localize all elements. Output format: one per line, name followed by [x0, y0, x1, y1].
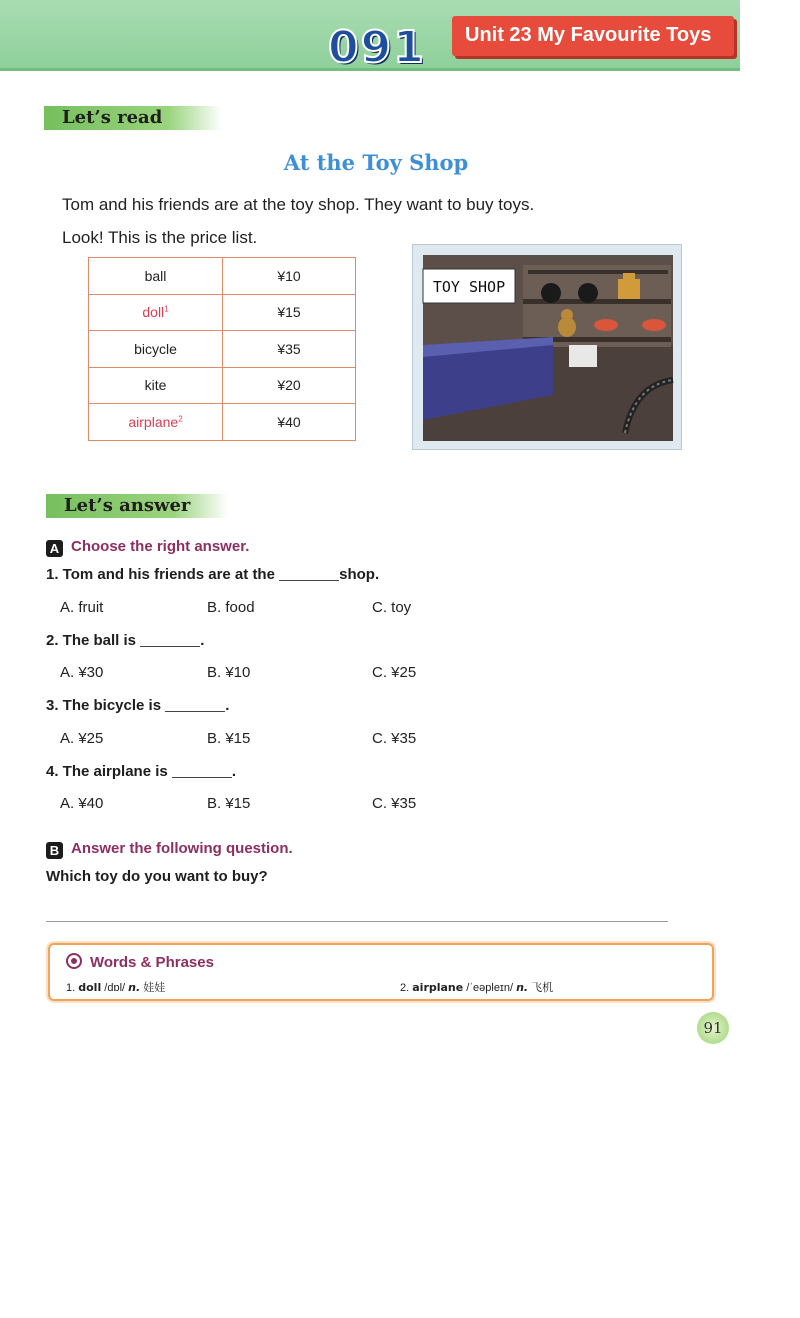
price-cell: ¥40: [223, 404, 356, 441]
unit-title-banner: [452, 16, 734, 56]
price-cell: ¥20: [223, 367, 356, 404]
option-b[interactable]: B. ¥10: [207, 664, 251, 681]
question-2: 2. The ball is .: [46, 632, 205, 649]
question-3: 3. The bicycle is .: [46, 697, 230, 714]
option-a[interactable]: A. ¥40: [60, 795, 104, 812]
option-c[interactable]: C. ¥35: [372, 795, 417, 812]
price-cell: ¥10: [223, 258, 356, 295]
vocab-entry-airplane: 2. airplane /ˈeəpleɪn/ n. 飞机: [400, 981, 554, 994]
lets-read-tag: [44, 106, 222, 130]
item-cell: airplane$^2$: [89, 404, 223, 441]
answer-blank[interactable]: [172, 765, 232, 778]
item-cell: bicycle: [89, 331, 223, 368]
unit-title: Unit 23 My Favourite Toys: [465, 24, 712, 46]
table-row: [89, 331, 356, 368]
shop-sign: TOY SHOP: [432, 278, 506, 296]
question-4: 4. The airplane is .: [46, 763, 237, 780]
words-phrases-title: Words & Phrases: [66, 953, 214, 971]
words-phrases-box: [48, 943, 714, 1001]
option-c[interactable]: C. ¥35: [372, 730, 417, 747]
page-number-badge: 091: [328, 22, 426, 73]
part-a-instruction: Choose the right answer.: [71, 538, 250, 555]
table-row: [89, 367, 356, 404]
part-a-heading: [46, 538, 249, 557]
lets-answer-label: Let’s answer: [64, 495, 191, 516]
item-cell: doll$^1$: [89, 294, 223, 331]
table-row: [89, 294, 356, 331]
price-list-table: [88, 257, 356, 441]
answer-blank[interactable]: [140, 634, 200, 647]
option-c[interactable]: C. ¥25: [372, 664, 417, 681]
toy-shop-illustration: [412, 244, 682, 450]
answer-blank[interactable]: [279, 568, 339, 581]
item-cell: kite: [89, 367, 223, 404]
price-cell: ¥15: [223, 294, 356, 331]
option-b[interactable]: B. food: [207, 599, 255, 616]
footer-page-number: 91: [697, 1012, 729, 1044]
table-row: [89, 404, 356, 441]
item-cell: ball: [89, 258, 223, 295]
story-title: At the Toy Shop: [283, 150, 469, 175]
story-paragraph-1: Tom and his friends are at the toy shop. They want to buy toys.: [62, 195, 535, 214]
vocab-entry-doll: 1. doll /dɒl/ n. 娃娃: [66, 981, 166, 994]
lets-read-label: Let’s read: [62, 107, 163, 128]
lets-answer-tag: [46, 494, 228, 518]
story-paragraph-2: Look! This is the price list.: [62, 228, 258, 247]
answer-blank[interactable]: [165, 699, 225, 712]
toy-shop-scene: [413, 245, 681, 449]
part-b-instruction: Answer the following question.: [71, 840, 293, 857]
answer-writing-line[interactable]: [46, 921, 668, 922]
part-b-question: Which toy do you want to buy?: [46, 868, 268, 885]
option-b[interactable]: B. ¥15: [207, 730, 251, 747]
table-row: [89, 258, 356, 295]
question-1: 1. Tom and his friends are at the shop.: [46, 566, 380, 583]
option-a[interactable]: A. ¥30: [60, 664, 104, 681]
option-a[interactable]: A. ¥25: [60, 730, 104, 747]
target-circle-icon: [66, 953, 82, 969]
part-a-letter: A: [46, 540, 63, 557]
option-a[interactable]: A. fruit: [60, 599, 104, 616]
option-c[interactable]: C. toy: [372, 599, 412, 616]
option-b[interactable]: B. ¥15: [207, 795, 251, 812]
part-b-heading: [46, 840, 293, 859]
part-b-letter: B: [46, 842, 63, 859]
price-cell: ¥35: [223, 331, 356, 368]
